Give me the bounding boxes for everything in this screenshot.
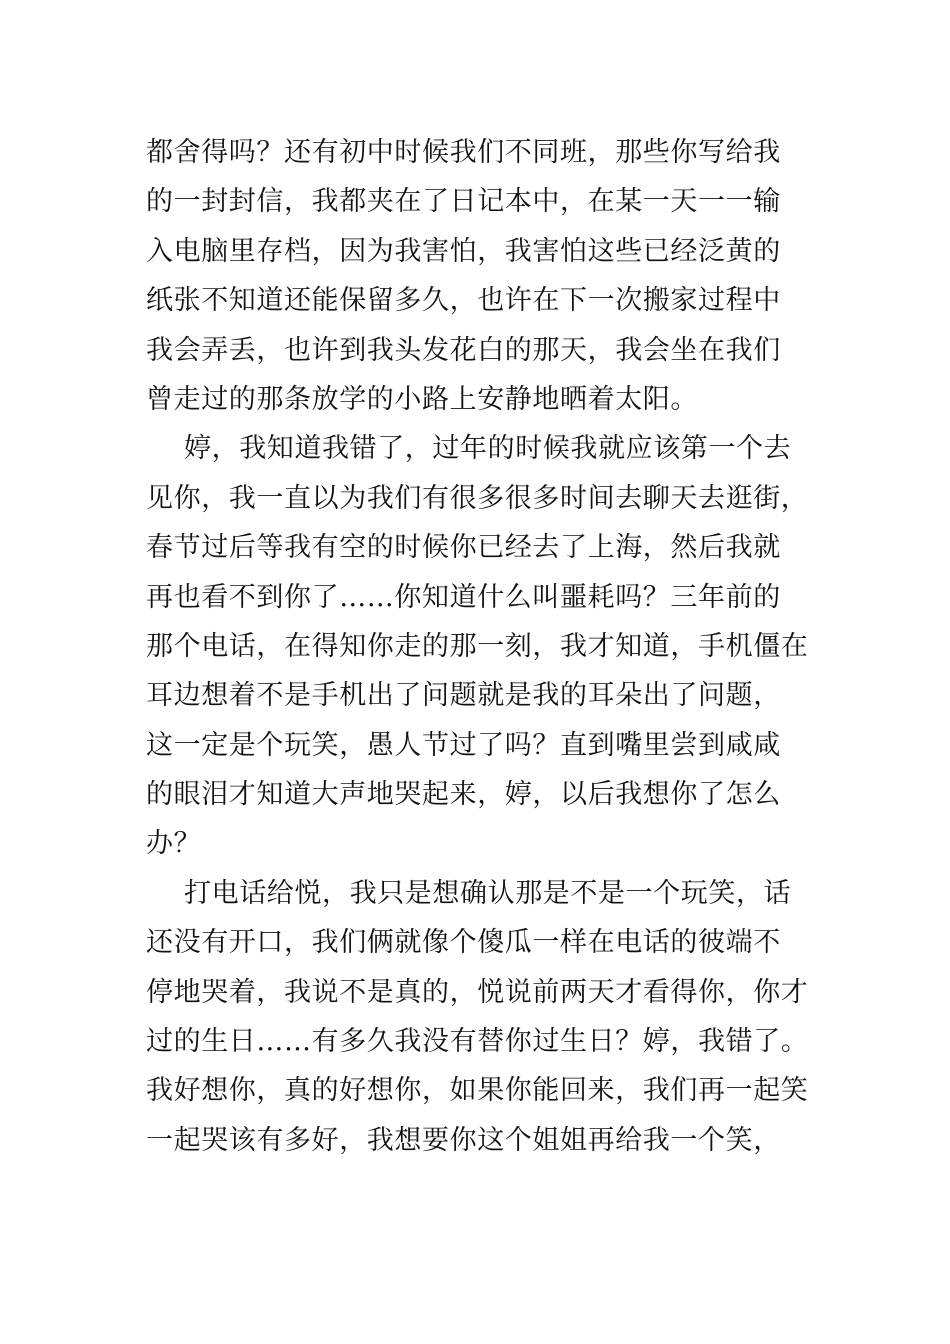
- paragraph: [146, 424, 836, 869]
- text-line: 我会弄丢，也许到我头发花白的那天，我会坐在我们: [146, 334, 781, 366]
- text-line: 的一封封信，我都夹在了日记本中，在某一天一一输: [146, 186, 781, 218]
- text-line: 纸张不知道还能保留多久，也许在下一次搬家过程中: [146, 285, 781, 317]
- text-line: 我好想你，真的好想你，如果你能回来，我们再一起笑: [146, 1075, 809, 1107]
- text-line: 再也看不到你了……你知道什么叫噩耗吗？三年前的: [146, 581, 781, 613]
- text-line: 入电脑里存档，因为我害怕，我害怕这些已经泛黄的: [146, 235, 781, 267]
- text-line: 婷，我知道我错了，过年的时候我就应该第一个去: [184, 433, 792, 465]
- text-line: 都舍得吗？还有初中时候我们不同班，那些你写给我: [146, 137, 781, 168]
- text-line: 办？: [146, 828, 202, 860]
- text-line: 的眼泪才知道大声地哭起来，婷，以后我想你了怎么: [146, 779, 781, 811]
- text-line: 那个电话，在得知你走的那一刻，我才知道，手机僵在: [146, 630, 809, 662]
- text-line: 停地哭着，我说不是真的，悦说前两天才看得你，你才: [146, 976, 809, 1008]
- text-line: 曾走过的那条放学的小路上安静地晒着太阳。: [146, 383, 698, 415]
- paragraph: [146, 128, 836, 424]
- text-line: 打电话给悦，我只是想确认那是不是一个玩笑，话: [184, 877, 792, 909]
- paragraph: [146, 869, 836, 1165]
- body-text: [146, 128, 836, 1165]
- text-line: 耳边想着不是手机出了问题就是我的耳朵出了问题，: [146, 680, 781, 712]
- text-line: 一起哭该有多好，我想要你这个姐姐再给我一个笑，: [146, 1124, 781, 1156]
- text-line: 过的生日……有多久我没有替你过生日？婷，我错了。: [146, 1026, 809, 1058]
- text-line: 还没有开口，我们俩就像个傻瓜一样在电话的彼端不: [146, 927, 781, 959]
- text-line: 见你，我一直以为我们有很多很多时间去聊天去逛街，: [146, 482, 809, 514]
- text-line: 春节过后等我有空的时候你已经去了上海，然后我就: [146, 532, 781, 564]
- text-line: 这一定是个玩笑，愚人节过了吗？直到嘴里尝到咸咸: [146, 729, 781, 761]
